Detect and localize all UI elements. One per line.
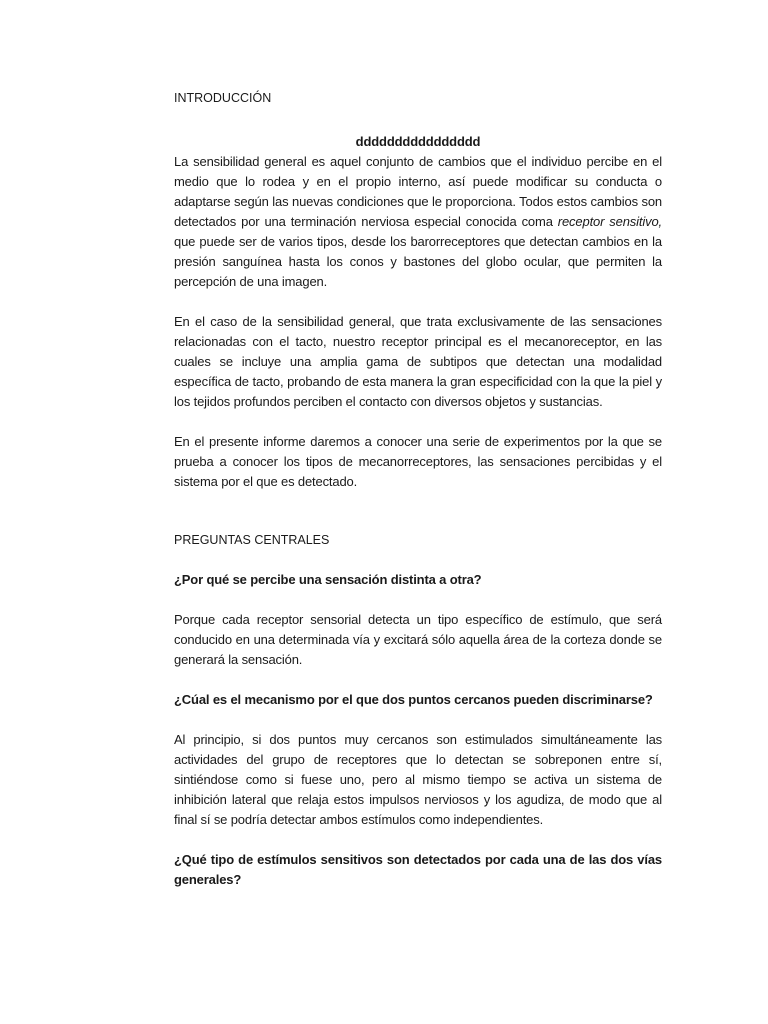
- intro-paragraph-1-start: La sensibilidad general es aquel conjunto de cambios que el individuo percibe en el medio que lo rodea y en el propio interno, así puede modificar su conducta o adaptarse según las nuevas condiciones que le proporciona. Todos estos cambios son detectados por una terminación nerviosa especial conocida coma: [174, 154, 662, 229]
- intro-paragraph-2: En el caso de la sensibilidad general, que trata exclusivamente de las sensaciones relacionadas con el tacto, nuestro receptor principal es el mecanoreceptor, en las cuales se incluye una amplia gama de subtipos que detectan una modalidad específica de tacto, probando de esta manera la gran especificidad con la que la piel y los tejidos profundos perciben el contacto con diversos objetos y sustancias.: [174, 314, 662, 409]
- intro-paragraph-3: En el presente informe daremos a conocer una serie de experimentos por la que se prueba a conocer los tipos de mecanorreceptores, las sensaciones percibidas y el sistema por el que es detectado.: [174, 434, 662, 489]
- document-page: [174, 88, 662, 890]
- questions-heading: PREGUNTAS CENTRALES: [174, 533, 330, 547]
- intro-paragraph-1: [174, 152, 662, 292]
- intro-paragraph-1-end: que puede ser de varios tipos, desde los barorreceptores que detectan cambios en la presión sanguínea hasta los conos y bastones del globo ocular, que permiten la percepción de una imagen.: [174, 234, 662, 289]
- intro-heading: INTRODUCCIÓN: [174, 91, 272, 105]
- intro-paragraph-1-italic: receptor sensitivo,: [557, 214, 662, 229]
- filler-line: dddddddddddddddd: [355, 134, 481, 149]
- question-2: ¿Cúal es el mecanismo por el que dos puntos cercanos pueden discriminarse?: [174, 692, 653, 707]
- answer-1: Porque cada receptor sensorial detecta un tipo específico de estímulo, que será conducido en una determinada vía y excitará sólo aquella área de la corteza donde se generará la sensación.: [174, 612, 662, 667]
- answer-2: Al principio, si dos puntos muy cercanos son estimulados simultáneamente las actividades del grupo de receptores que lo detectan se sobreponen entre sí, sintiéndose como si fuese uno, pero al mismo tiempo se activa un sistema de inhibición lateral que relaja estos impulsos nerviosos y los agudiza, de modo que al final sí se podría detectar ambos estímulos como independientes.: [174, 732, 662, 827]
- question-3: ¿Qué tipo de estímulos sensitivos son detectados por cada una de las dos vías generales?: [174, 852, 662, 887]
- question-1: ¿Por qué se percibe una sensación distinta a otra?: [174, 572, 482, 587]
